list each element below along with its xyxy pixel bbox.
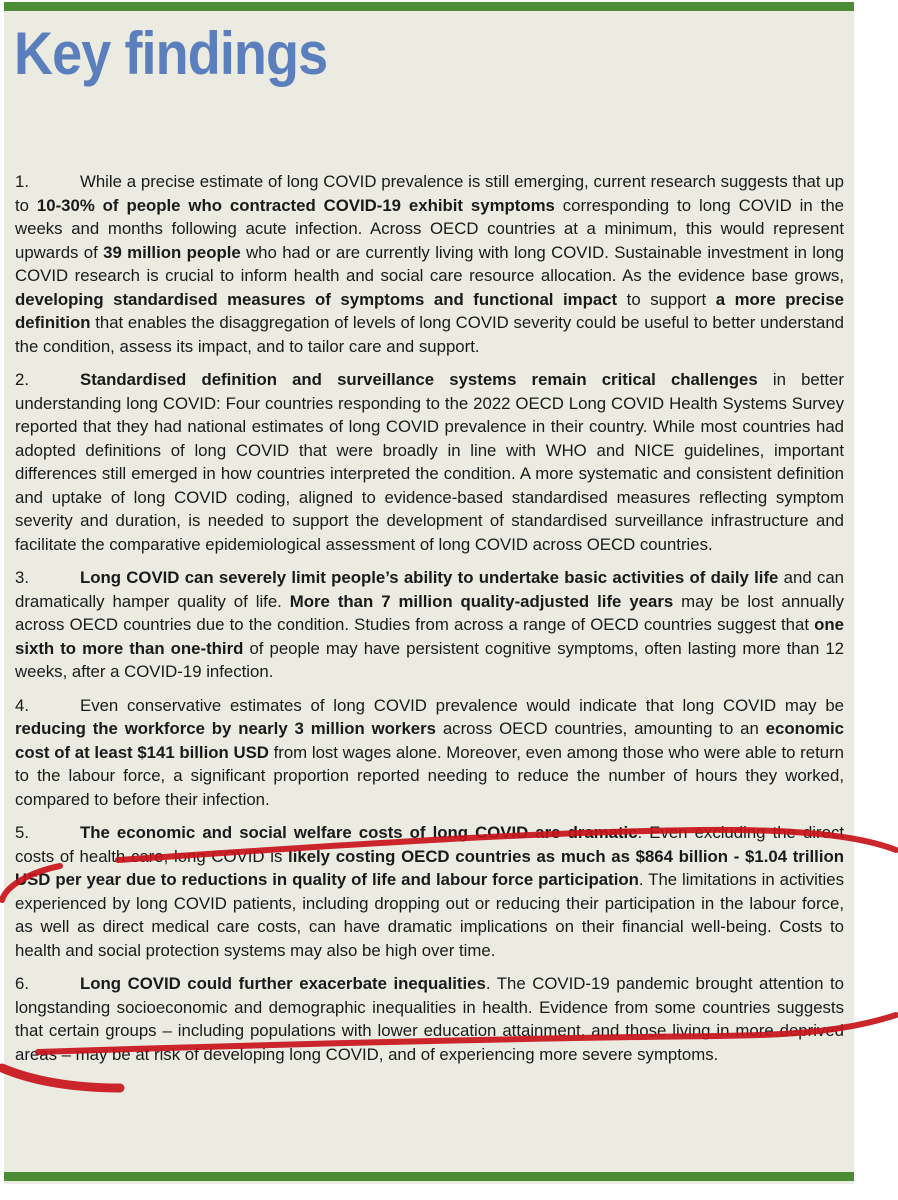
finding-4: 4. Even conservative estimates of long COVID prevalence would indicate that long COVID may be reducing the workforce by nearly 3 million workers across OECD countries, amounting to an economic cost of at least $141 billion USD from lost wages alone. Moreover, even among those who were able to return to the labour force, a significant proportion reported needing to reduce the number of hours they worked, compared to before their infection.	[15, 695, 844, 809]
finding-number: 2.	[15, 370, 29, 389]
finding-number: 5.	[15, 823, 29, 842]
finding-2: 2. Standardised definition and surveillance systems remain critical challenges in better understanding long COVID: Four countries responding to the 2022 OECD Long COVID Health Systems Survey reported that they had national estimates of long COVID prevalence in their country. While most countries had adopted definitions of long COVID that were broadly in line with WHO and NICE guidelines, important differences still emerged in how countries interpreted the condition. A more systematic and consistent definition and uptake of long COVID coding, aligned to evidence-based standardised measures reflecting symptom severity and duration, is needed to support the development of standardised surveillance infrastructure and facilitate the comparative epidemiological assessment of long COVID across OECD countries.	[15, 370, 844, 554]
finding-6: 6. Long COVID could further exacerbate inequalities. The COVID-19 pandemic brought attention to longstanding socioeconomic and demographic inequalities in health. Evidence from some countries suggests that certain groups – including populations with lower education attainment, and those living in more deprived areas – may be at risk of developing long COVID, and of experiencing more severe symptoms.	[15, 974, 844, 1064]
findings-list	[15, 170, 844, 1076]
finding-3: 3. Long COVID can severely limit people’s ability to undertake basic activities of daily life and can dramatically hamper quality of life. More than 7 million quality-adjusted life years may be lost annually across OECD countries due to the condition. Studies from across a range of OECD countries suggest that one sixth to more than one-third of people may have persistent cognitive symptoms, often lasting more than 12 weeks, after a COVID-19 infection.	[15, 568, 844, 681]
finding-number: 4.	[15, 695, 29, 715]
top-rule	[4, 2, 854, 11]
page-title: Key findings	[14, 20, 328, 87]
finding-number: 1.	[15, 172, 29, 191]
finding-1: 1. While a precise estimate of long COVID prevalence is still emerging, current research suggests that up to 10-30% of people who contracted COVID-19 exhibit symptoms corresponding to long COVID in the weeks and months following acute infection. Across OECD countries at a minimum, this would represent upwards of 39 million people who had or are currently living with long COVID. Sustainable investment in long COVID research is crucial to inform health and social care resource allocation. As the evidence base grows, developing standardised measures of symptoms and functional impact to support a more precise definition that enables the disaggregation of levels of long COVID severity could be useful to better understand the condition, assess its impact, and to tailor care and support.	[15, 172, 844, 356]
finding-number: 3.	[15, 568, 29, 587]
finding-number: 6.	[15, 974, 29, 993]
finding-5: 5. The economic and social welfare costs of long COVID are dramatic: Even excluding the direct costs of health care, long COVID is likely costing OECD countries as much as $864 billion - $1.04 trillion USD per year due to reductions in quality of life and labour force participation. The limitations in activities experienced by long COVID patients, including dropping out or reducing their participation in the labour force, as well as direct medical care costs, can have dramatic implications on their financial well-being. Costs to health and social protection systems may also be high over time.	[15, 823, 845, 960]
bottom-rule	[4, 1172, 854, 1181]
